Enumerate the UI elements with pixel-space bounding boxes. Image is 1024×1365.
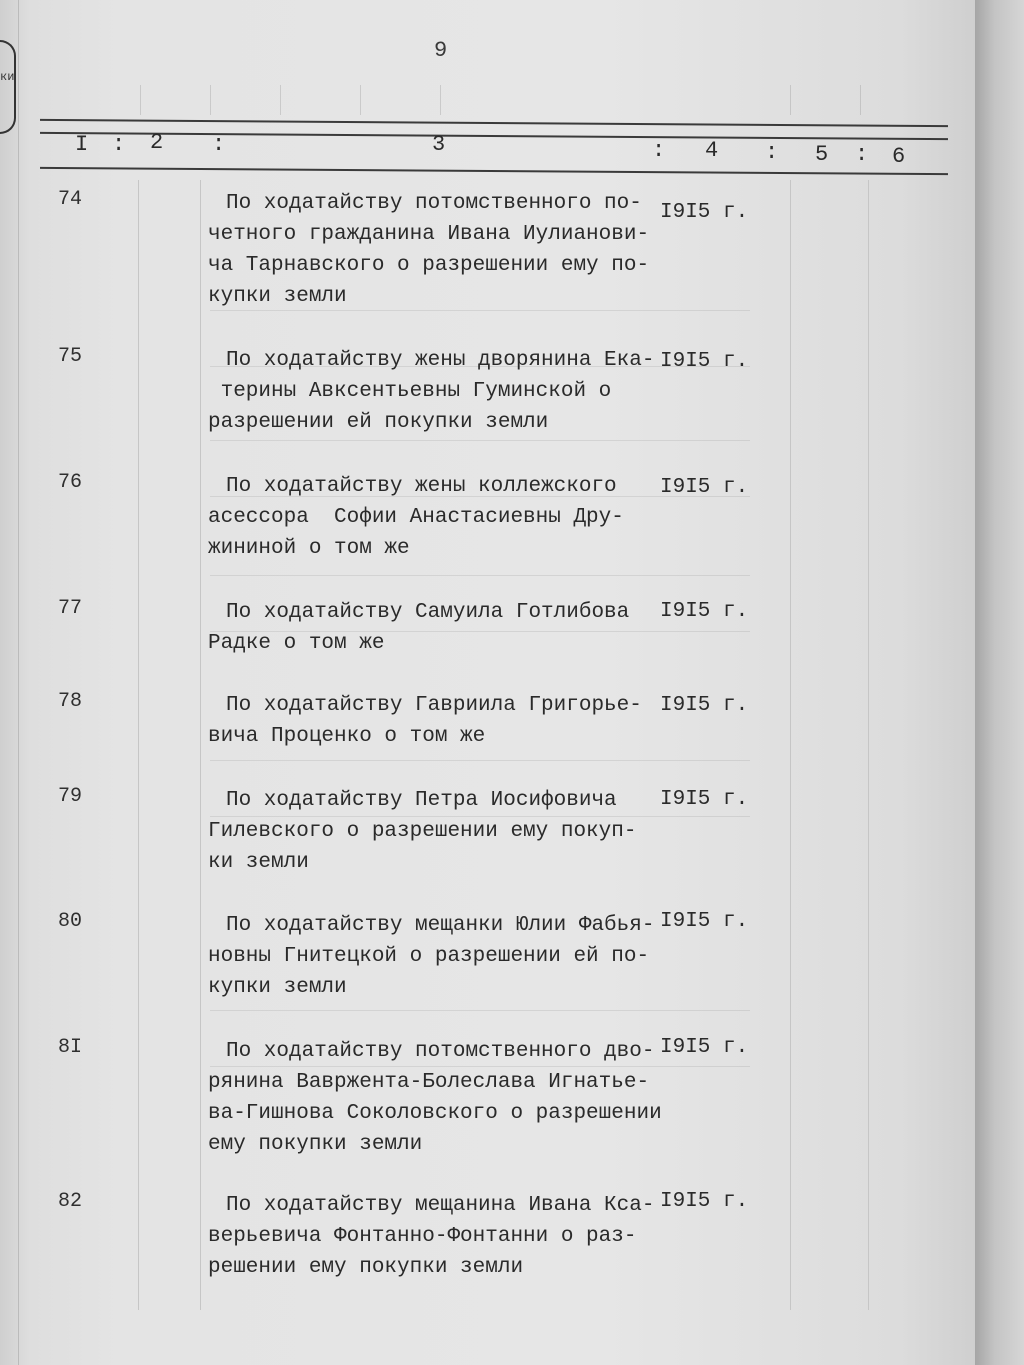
entry-line: разрешении ей покупки земли xyxy=(208,411,549,434)
entry-number: 78 xyxy=(58,690,83,713)
entry-line: терины Авксентьевны Гуминской о xyxy=(208,380,612,403)
col-header-4: 4 xyxy=(705,138,719,163)
entry-year: I9I5 г. xyxy=(660,788,749,811)
page-edge-shadow xyxy=(975,0,1024,1365)
entry-line: ча Тарнавского о разрешении ему по- xyxy=(208,254,650,277)
entry-line: купки земли xyxy=(208,285,347,308)
entry-line: жининой о том же xyxy=(208,537,410,560)
column-guide xyxy=(138,180,139,1310)
entry-line: купки земли xyxy=(208,976,347,999)
entry-line: По ходатайству Петра Иосифовича xyxy=(226,789,617,812)
header-rule-top xyxy=(40,119,948,127)
binding-tab xyxy=(0,40,16,134)
entry-line: ва-Гишнова Соколовского о разрешении xyxy=(208,1102,662,1125)
entry-year: I9I5 г. xyxy=(660,1036,749,1059)
entry-line: Радке о том же xyxy=(208,632,385,655)
entry-line: асессора Софии Анастасиевны Дру- xyxy=(208,506,624,529)
entry-line: По ходатайству Самуила Готлибова xyxy=(226,601,630,624)
col-header-sep: : xyxy=(212,132,226,157)
entry-year: I9I5 г. xyxy=(660,910,749,933)
entry-line: По ходатайству потомственного по- xyxy=(226,192,642,215)
entry-line: По ходатайству мещанки Юлии Фабья- xyxy=(226,914,655,937)
column-guide xyxy=(868,180,869,1310)
column-guide xyxy=(200,180,201,1310)
entry-number: 8I xyxy=(58,1036,83,1059)
entry-number: 75 xyxy=(58,345,83,368)
entry-line: По ходатайству жены дворянина Ека- xyxy=(226,349,655,372)
col-header-sep: : xyxy=(652,138,666,163)
header-rule-mid xyxy=(40,132,948,140)
col-header-2: 2 xyxy=(150,130,164,155)
header-rule-bottom xyxy=(40,167,948,175)
column-guide xyxy=(790,180,791,1310)
binding-tab-label: ки xyxy=(0,70,15,84)
entry-number: 82 xyxy=(58,1190,83,1213)
entry-number: 76 xyxy=(58,471,83,494)
entry-year: I9I5 г. xyxy=(660,600,749,623)
page-number: 9 xyxy=(434,38,448,63)
col-header-6: 6 xyxy=(892,144,906,169)
bleed-through-header xyxy=(30,75,940,120)
entry-line: вича Проценко о том же xyxy=(208,725,486,748)
entry-year: I9I5 г. xyxy=(660,350,749,373)
left-margin xyxy=(0,0,19,1365)
entry-line: верьевича Фонтанно-Фонтанни о раз- xyxy=(208,1225,637,1248)
col-header-sep: : xyxy=(112,132,126,157)
col-header-3: 3 xyxy=(432,132,446,157)
entry-number: 74 xyxy=(58,188,83,211)
col-header-sep: : xyxy=(855,142,869,167)
col-header-1: I xyxy=(75,132,89,157)
entry-year: I9I5 г. xyxy=(660,1190,749,1213)
entry-year: I9I5 г. xyxy=(660,476,749,499)
col-header-5: 5 xyxy=(815,142,829,167)
entry-line: Гилевского о разрешении ему покуп- xyxy=(208,820,637,843)
entry-line: решении ему покупки земли xyxy=(208,1256,524,1279)
entry-line: ки земли xyxy=(208,851,309,874)
col-header-sep: : xyxy=(765,140,779,165)
entry-line: новны Гнитецкой о разрешении ей по- xyxy=(208,945,650,968)
entry-line: четного гражданина Ивана Иулианови- xyxy=(208,223,650,246)
entry-year: I9I5 г. xyxy=(660,201,749,224)
entry-line: ему покупки земли xyxy=(208,1133,423,1156)
entry-line: По ходатайству жены коллежского xyxy=(226,475,617,498)
entry-number: 77 xyxy=(58,597,83,620)
entry-number: 80 xyxy=(58,910,83,933)
entry-year: I9I5 г. xyxy=(660,694,749,717)
entry-line: рянина Вавржента-Болеслава Игнатье- xyxy=(208,1071,650,1094)
entry-line: По ходатайству мещанина Ивана Кса- xyxy=(226,1194,655,1217)
entry-line: По ходатайству потомственного дво- xyxy=(226,1040,655,1063)
entry-number: 79 xyxy=(58,785,83,808)
entry-line: По ходатайству Гавриила Григорье- xyxy=(226,694,642,717)
